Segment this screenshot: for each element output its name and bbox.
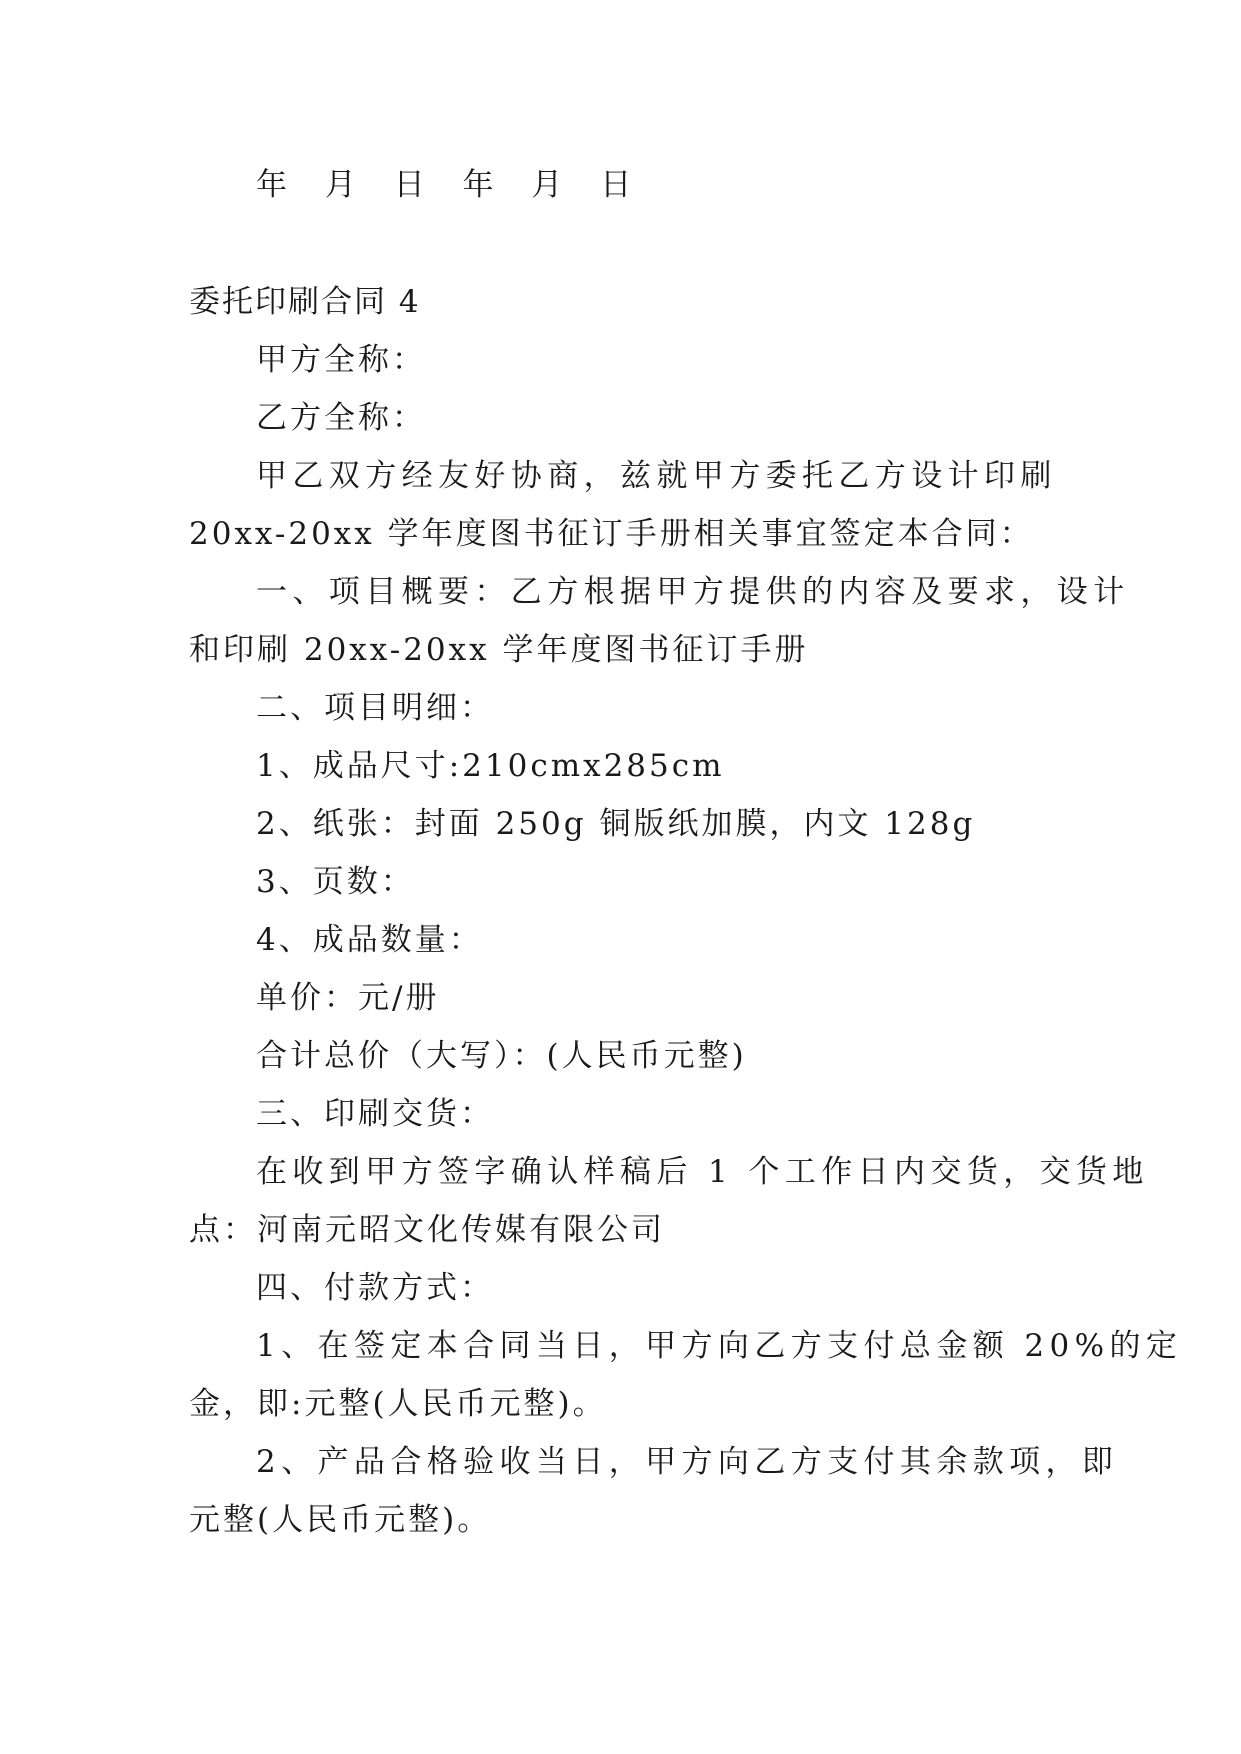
detail-paper: 2、纸张：封面 250g 铜版纸加膜，内文 128g: [256, 806, 976, 842]
unit-price: 单价：元/册: [256, 980, 440, 1016]
intro-paragraph-line-1: 甲乙双方经友好协商，兹就甲方委托乙方设计印刷: [256, 458, 1057, 494]
overview-line-1: 一、项目概要：乙方根据甲方提供的内容及要求，设计: [256, 574, 1130, 610]
overview-line-2: 和印刷 20xx-20xx 学年度图书征订手册: [189, 632, 809, 668]
delivery-line-1: 在收到甲方签字确认样稿后 1 个工作日内交货，交货地: [256, 1154, 1149, 1190]
delivery-line-2: 点：河南元昭文化传媒有限公司: [189, 1212, 665, 1248]
party-a-name: 甲方全称：: [256, 342, 426, 378]
party-b-name: 乙方全称：: [256, 400, 426, 436]
detail-size: 1、成品尺寸:210cmx285cm: [256, 748, 725, 784]
details-heading: 二、项目明细：: [256, 690, 494, 726]
payment-2-line-2: 元整(人民币元整)。: [189, 1502, 492, 1538]
payment-1-line-1: 1、在签定本合同当日，甲方向乙方支付总金额 20%的定: [256, 1328, 1183, 1364]
detail-quantity: 4、成品数量：: [256, 922, 483, 958]
intro-paragraph-line-2: 20xx-20xx 学年度图书征订手册相关事宜签定本合同：: [189, 516, 1034, 552]
delivery-heading: 三、印刷交货：: [256, 1096, 494, 1132]
payment-heading: 四、付款方式：: [256, 1270, 494, 1306]
contract-title: 委托印刷合同 4: [189, 284, 421, 320]
signature-date-line: 年 月 日 年 月 日: [256, 167, 646, 203]
payment-1-line-2: 金，即:元整(人民币元整)。: [189, 1386, 607, 1422]
payment-2-line-1: 2、产品合格验收当日，甲方向乙方支付其余款项，即: [256, 1444, 1119, 1480]
detail-pages: 3、页数：: [256, 864, 415, 900]
total-price: 合计总价（大写）：(人民币元整): [256, 1038, 747, 1074]
